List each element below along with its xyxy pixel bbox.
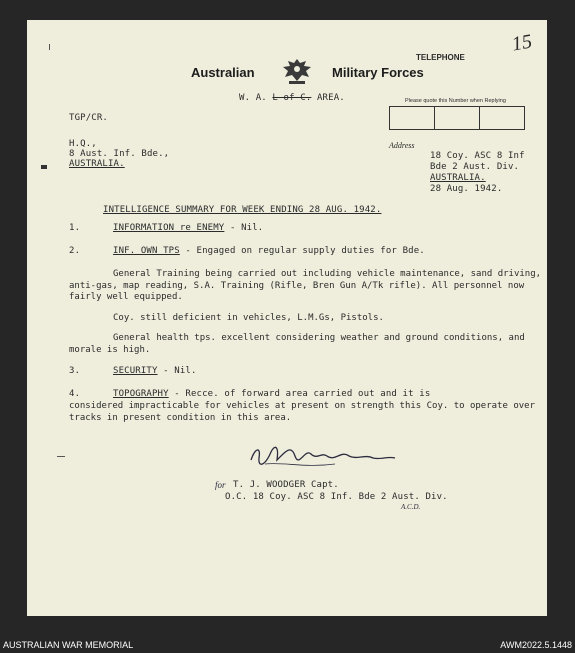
reference-code: TGP/CR. (69, 113, 108, 123)
area-line (239, 93, 345, 103)
handwritten-page-number: 15 (510, 30, 534, 56)
footer-bar (0, 636, 575, 653)
letterhead-right: Military Forces (332, 65, 424, 80)
item-text: - Engaged on regular supply duties for Bde. (179, 246, 425, 256)
letterhead-left: Australian (191, 65, 255, 80)
recipient-line: H.Q., (69, 139, 97, 149)
footer-right: AWM2022.5.1448 (500, 640, 572, 650)
area-struck: L of C. (272, 93, 312, 103)
coat-of-arms-icon (276, 57, 318, 87)
document-page (27, 20, 547, 616)
subject-heading: INTELLIGENCE SUMMARY FOR WEEK ENDING 28 AUG. 1942. (103, 205, 382, 215)
footer-left: AUSTRALIAN WAR MEMORIAL (3, 640, 134, 650)
reference-number-box (389, 106, 525, 130)
sender-line: 18 Coy. ASC 8 Inf (430, 151, 525, 161)
margin-mark (49, 44, 50, 50)
signatory-name: T. J. WOODGER Capt. (233, 480, 339, 490)
margin-mark (57, 456, 65, 457)
item-heading: TOPOGRAPHY (113, 389, 169, 399)
item-number: 4. (69, 389, 81, 399)
item-number: 2. (69, 246, 81, 256)
health-paragraph: General health tps. excellent considering weather and ground conditions, and morale is high. (69, 333, 525, 355)
item-number: 3. (69, 366, 81, 376)
training-paragraph: General Training being carried out including vehicle maintenance, sand driving, anti-gas, map reading, S.A. Training (Rifle, Bren Gun A/Tk rifle). All personnel now fairly well equipped. (69, 269, 542, 302)
item-heading: INFORMATION re ENEMY (113, 223, 225, 233)
area-suffix: AREA. (316, 93, 345, 103)
sender-line: AUSTRALIA. (430, 173, 486, 183)
address-label: Address (389, 141, 415, 150)
item-text: - Nil. (224, 223, 264, 233)
deficient-paragraph: Coy. still deficient in vehicles, L.M.Gs, Pistols. (113, 313, 384, 323)
topography-paragraph: considered impracticable for vehicles at present on strength this Coy. to operate over tracks in present condition in this area. (69, 401, 535, 423)
sender-date: 28 Aug. 1942. (430, 184, 503, 194)
item-4 (113, 389, 430, 399)
item-heading: SECURITY (113, 366, 158, 376)
recipient-line: AUSTRALIA. (69, 159, 125, 169)
signatory-title: O.C. 18 Coy. ASC 8 Inf. Bde 2 Aust. Div. (225, 492, 448, 502)
sender-line: Bde 2 Aust. Div. (430, 162, 520, 172)
item-heading: INF. OWN TPS (113, 246, 180, 256)
signature-for: for (215, 480, 226, 490)
item-text: - Nil. (157, 366, 197, 376)
item-2 (113, 246, 425, 256)
item-text: - Recce. of forward area carried out and it is (168, 389, 431, 399)
ref-box-cell (434, 107, 435, 129)
quote-note: Please quote this Number when Replying (405, 98, 506, 104)
area-prefix: W. A. (239, 93, 267, 103)
item-3 (113, 366, 197, 376)
item-number: 1. (69, 223, 81, 233)
telephone-label: TELEPHONE (416, 53, 465, 62)
initials: A.C.D. (401, 503, 421, 511)
margin-mark (41, 165, 47, 169)
ref-box-cell (479, 107, 480, 129)
item-1 (113, 223, 263, 233)
recipient-line: 8 Aust. Inf. Bde., (69, 149, 170, 159)
